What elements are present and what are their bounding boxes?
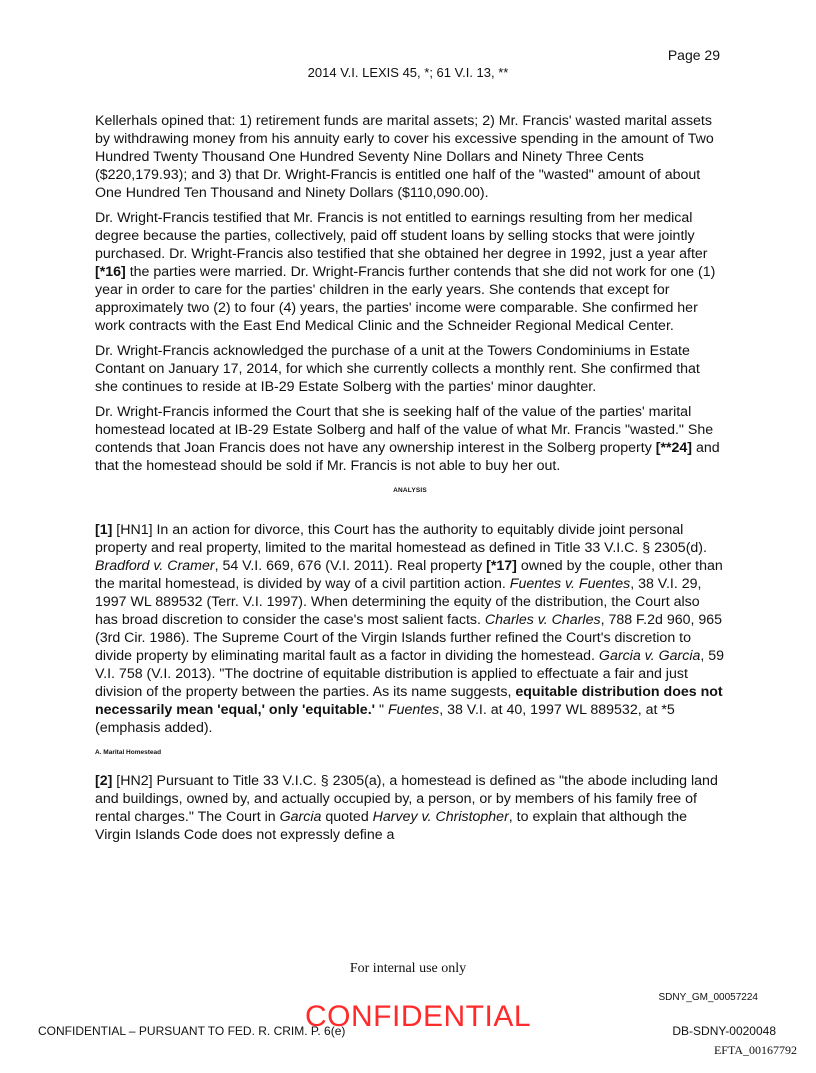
case-citation: Bradford v. Cramer: [95, 558, 215, 574]
running-header-citation: 2014 V.I. LEXIS 45, *; 61 V.I. 13, **: [307, 65, 509, 80]
page-number: Page 29: [667, 47, 720, 63]
paragraph-text: , 59 V.I. 758 (V.I. 2013). "The doctrine of equitable distribution is applied to effectuate a fair and just division of the property between the parties. As its name suggests,: [95, 648, 725, 700]
paragraph-analysis-hn1: [95, 521, 725, 737]
paragraph-text: [HN1] In an action for divorce, this Court has the authority to equitably divide joint personal property and real property, limited to the marital homestead as defined in Title 33 V.I.C. § 2305(d).: [95, 522, 707, 556]
paragraph-text: ": [375, 702, 388, 718]
bates-number-upper: SDNY_GM_00057224: [658, 992, 758, 1003]
confidentiality-notice: CONFIDENTIAL – PURSUANT TO FED. R. CRIM. P. 6(e): [38, 1024, 346, 1038]
paragraph-text: Dr. Wright-Francis informed the Court that she is seeking half of the value of the parties' marital homestead located at IB-29 Estate Solberg and half of the value of what Mr. Francis "wasted." She contends that Joan Francis does not have any ownership interest in the Solberg property: [95, 404, 714, 456]
page-marker: [*17]: [486, 558, 517, 574]
confidential-stamp: CONFIDENTIAL: [305, 1000, 532, 1033]
document-body: [95, 112, 725, 851]
paragraph-text: [HN2] Pursuant to Title 33 V.I.C. § 2305(a), a homestead is defined as "the abode including land and buildings, owned by, and actually occupied by, a person, or by members of his family free of rental charges." The Court in: [95, 773, 718, 825]
page-marker: [*16]: [95, 264, 126, 280]
paragraph-text: , to explain that although the Virgin Islands Code does not expressly define a: [95, 809, 688, 843]
paragraph-testimony: [95, 209, 725, 335]
paragraph-marker: [2]: [95, 773, 113, 789]
page-marker: [**24]: [655, 440, 693, 456]
case-citation: Fuentes v. Fuentes: [509, 576, 631, 592]
paragraph-text: Dr. Wright-Francis testified that Mr. Francis is not entitled to earnings resulting from her medical degree because the parties, collectively, paid off student loans by selling stocks that were jointly purchased. Dr. Wright-Francis also testified that she obtained her degree in 1992, just a year after: [95, 210, 708, 262]
paragraph-text: and that the homestead should be sold if Mr. Francis is not able to buy her out.: [95, 440, 720, 474]
case-citation: Harvey v. Christopher: [372, 809, 509, 825]
paragraph-marker: [1]: [95, 522, 113, 538]
paragraph-condominium: Dr. Wright-Francis acknowledged the purchase of a unit at the Towers Condominiums in Estate Contant on January 17, 2014, for which she currently collects a monthly rent. She confirmed that she continues to reside at IB-29 Estate Solberg with the parties' minor daughter.: [95, 343, 700, 395]
case-citation: Garcia: [279, 809, 322, 825]
paragraph-text: , 38 V.I. at 40, 1997 WL 889532, at *5 (emphasis added).: [95, 702, 675, 736]
paragraph-text: quoted: [321, 809, 373, 825]
paragraph-analysis-hn2: [95, 772, 725, 844]
paragraph-text: the parties were married. Dr. Wright-Francis further contends that she did not work for one (1) year in order to care for the parties' children in the early years. She contends that except for approximately two (2) to four (4) years, the parties' income were comparable. She confirmed her work contracts with the East End Medical Clinic and the Schneider Regional Medical Center.: [95, 264, 716, 334]
paragraph-text: , 38 V.I. 29, 1997 WL 889532 (Terr. V.I. 1997). When determining the equity of the distribution, the Court also has broad discretion to consider the case's most salient facts.: [95, 576, 702, 628]
marital-homestead-heading: A. Marital Homestead: [95, 749, 162, 756]
paragraph-text: owned by the couple, other than the marital homestead, is divided by way of a civil partition action.: [95, 558, 723, 592]
bates-number-lower: DB-SDNY-0020048: [672, 1024, 776, 1038]
efta-identifier: EFTA_00167792: [713, 1043, 797, 1057]
paragraph-kellerhals: Kellerhals opined that: 1) retirement funds are marital assets; 2) Mr. Francis' wasted marital assets by withdrawing money from his annuity early to cover his excessive spending in the amount of Two Hundred Twenty Thousand One Hundred Seventy Nine Dollars and Ninety Three Cents ($220,179.93); and 3) that Dr. Wright-Francis is entitled one half of the "wasted" amount of about One Hundred Ten Thousand and Ninety Dollars ($110,090.00).: [95, 113, 714, 201]
emphasis-text: equitable distribution does not necessarily mean 'equal,' only 'equitable.': [95, 684, 723, 718]
case-citation: Fuentes: [387, 702, 440, 718]
case-citation: Garcia v. Garcia: [598, 648, 701, 664]
internal-use-notice: For internal use only: [349, 961, 467, 976]
case-citation: Charles v. Charles: [484, 612, 601, 628]
paragraph-text: , 54 V.I. 669, 676 (V.I. 2011). Real property: [214, 558, 487, 574]
paragraph-homestead-request: [95, 403, 725, 475]
paragraph-text: , 788 F.2d 960, 965 (3rd Cir. 1986). The Supreme Court of the Virgin Islands further refined the Court's discretion to divide property by eliminating marital fault as a factor in dividing the homestead.: [95, 612, 723, 664]
analysis-heading: ANALYSIS: [393, 487, 427, 494]
